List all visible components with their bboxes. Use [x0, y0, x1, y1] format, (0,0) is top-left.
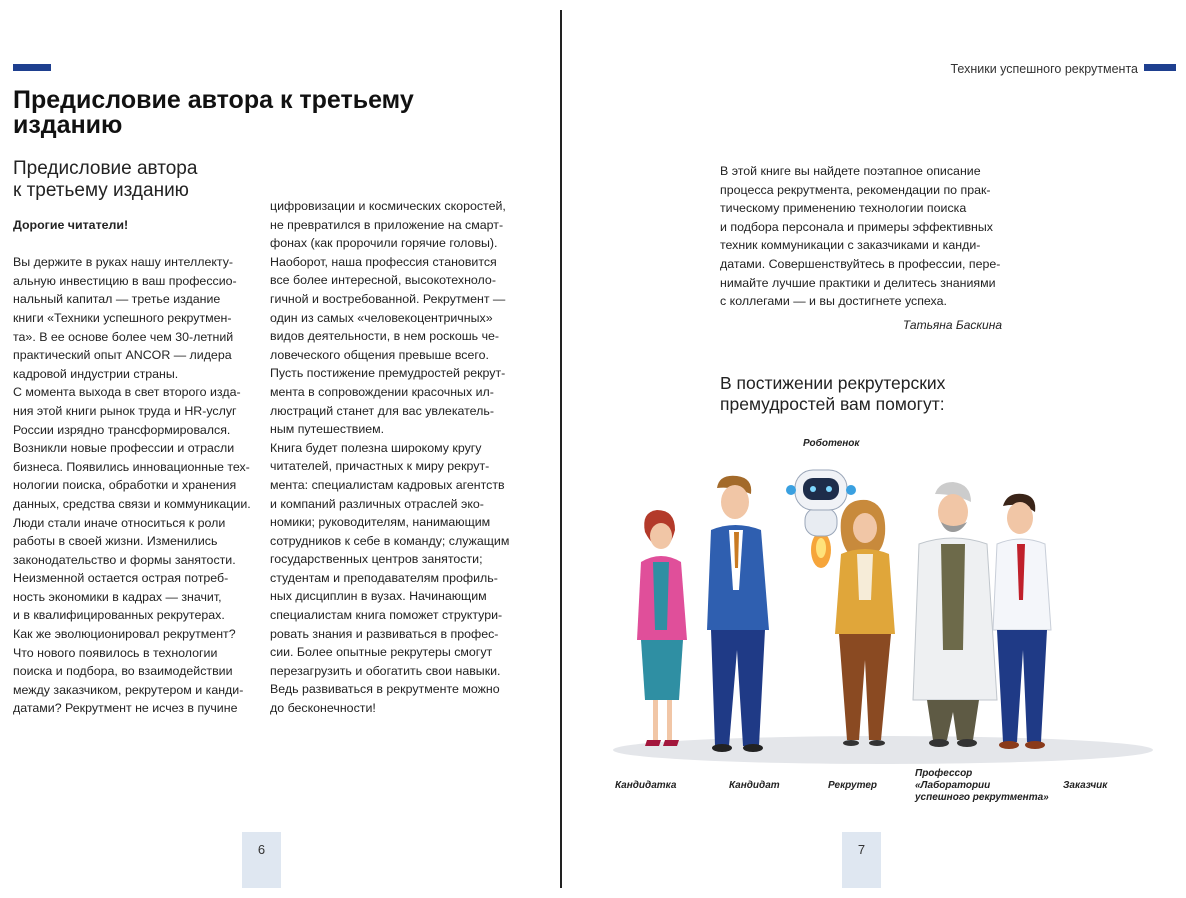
- text-line: Люди стали иначе относиться к роли: [13, 515, 226, 530]
- text-line: видов деятельности, в нем роскошь че-: [270, 329, 500, 344]
- text-line: и компаний различных отраслей эко-: [270, 496, 484, 511]
- accent-bar-right: [1144, 64, 1176, 71]
- text-line: процесса рекрутмента, рекомендации по прак-: [720, 182, 991, 197]
- column-2: [270, 197, 510, 718]
- helpers-heading-line-2: премудростей вам помогут:: [720, 394, 945, 414]
- text-line: студентам и преподавателям профиль-: [270, 570, 498, 585]
- text-line: альную инвестицию в ваш профессио-: [13, 273, 237, 288]
- text-line: законодательство и формы занятости.: [13, 552, 236, 567]
- subtitle-line-2: к третьему изданию: [13, 180, 189, 201]
- text-line: перезагрузить и обогатить свои навыки.: [270, 663, 501, 678]
- character-candidate-female: [637, 510, 687, 746]
- text-line: датами. Совершенствуйтесь в профессии, пере-: [720, 256, 1001, 271]
- text-line: практический опыт ANCOR — лидера: [13, 348, 232, 363]
- text-line: сии. Более опытные рекрутеры смогут: [270, 645, 493, 660]
- text-line: мента: специалистам кадровых агентств: [270, 477, 505, 492]
- page-number-left: 6: [242, 832, 281, 888]
- text-line: ным путешествием.: [270, 422, 385, 437]
- text-line: и в квалифицированных рекрутерах.: [13, 608, 225, 623]
- author-signature: Татьяна Баскина: [902, 318, 1002, 332]
- text-line: работы в своей жизни. Изменились: [13, 534, 218, 549]
- text-line: мента в сопровождении красочных ил-: [270, 384, 494, 399]
- text-line: все более интересной, высокотехноло-: [270, 273, 496, 288]
- text-line: нимайте лучшие практики и делитесь знаниями: [720, 275, 996, 290]
- text-line: государственных центров занятости;: [270, 552, 483, 567]
- text-line: Наоборот, наша профессия становится: [270, 254, 497, 269]
- text-line: и подбора персонала и примеры эффективных: [720, 219, 993, 234]
- main-title: Предисловие автора к третьему изданию: [13, 86, 414, 139]
- text-line: бизнеса. Появились инновационные тех-: [13, 459, 250, 474]
- left-page: [0, 0, 560, 898]
- caption-client: Заказчик: [1063, 780, 1108, 791]
- text-line: ровать знания и развиваться в профес-: [270, 626, 499, 641]
- text-line: люстраций станет для вас увлекатель-: [270, 403, 494, 418]
- caption-candidate-male: Кандидат: [729, 780, 780, 791]
- text-line: цифровизации и космических скоростей,: [270, 199, 506, 213]
- subtitle: [13, 158, 313, 202]
- caption-professor-line-1: Профессор: [915, 768, 973, 779]
- caption-professor-line-2: «Лаборатории: [915, 780, 991, 791]
- text-line: ловеческого общения превыше всего.: [270, 347, 489, 362]
- accent-bar-left: [13, 64, 51, 71]
- character-candidate-male: [707, 476, 769, 752]
- text-line: кадровой индустрии страны.: [13, 366, 179, 381]
- text-line: Вы держите в руках нашу интеллекту-: [13, 255, 234, 270]
- caption-robot: Роботенок: [803, 438, 860, 449]
- text-line: В этой книге вы найдете поэтапное описание: [720, 164, 981, 178]
- text-line: ность экономики в кадрах — значит,: [13, 589, 222, 604]
- page-number-right: 7: [842, 832, 881, 888]
- text-line: один из самых «человекоцентричных»: [270, 310, 493, 325]
- text-line: книги «Техники успешного рекрутмен-: [13, 310, 232, 325]
- running-head: Техники успешного рекрутмента: [950, 62, 1138, 76]
- text-line: ния этой книги рынок труда и HR-услуг: [13, 403, 237, 418]
- text-line: ных дисциплин в вузах. Начинающим: [270, 589, 487, 604]
- text-line: специалистам книга поможет структури-: [270, 608, 503, 623]
- text-line: тическому применению технологии поиска: [720, 201, 967, 216]
- text-line: С момента выхода в свет второго изда-: [13, 385, 241, 400]
- text-line: Возникли новые профессии и отрасли: [13, 441, 235, 456]
- caption-professor-line-3: успешного рекрутмента»: [915, 792, 1049, 803]
- character-client: [993, 494, 1051, 749]
- text-line: Пусть постижение премудростей рекрут-: [270, 366, 506, 381]
- intro-paragraph: [720, 162, 1002, 311]
- character-recruiter: [835, 500, 895, 746]
- text-line: датами? Рекрутмент не исчез в пучине: [13, 701, 238, 716]
- text-line: нальный капитал — третье издание: [13, 292, 221, 307]
- text-line: до бесконечности!: [270, 701, 376, 716]
- text-line: поиска и подбора, во взаимодействии: [13, 664, 233, 679]
- text-line: та». В ее основе более чем 30-летний: [13, 329, 234, 344]
- text-line: Как же эволюционировал рекрутмент?: [13, 627, 236, 642]
- right-page: [563, 0, 1186, 898]
- text-line: между заказчиком, рекрутером и канди-: [13, 682, 244, 697]
- text-line: нологии поиска, обработки и хранения: [13, 478, 237, 493]
- character-professor: [913, 482, 997, 747]
- characters-illustration: [583, 450, 1163, 780]
- text-line: сотрудников к себе в команду; служащим: [270, 533, 510, 548]
- text-line: Что нового появилось в технологии: [13, 645, 218, 660]
- text-line: Неизменной остается острая потреб-: [13, 571, 229, 586]
- text-line: Книга будет полезна широкому кругу: [270, 440, 482, 455]
- text-line: номики; руководителям, нанимающим: [270, 515, 491, 530]
- book-spine: [560, 10, 562, 888]
- text-line: России изрядно трансформировался.: [13, 422, 231, 437]
- text-line: гичной и востребованной. Рекрутмент —: [270, 291, 506, 306]
- text-line: техник коммуникации с заказчиками и канди-: [720, 238, 981, 253]
- helpers-heading: [720, 373, 1040, 415]
- subtitle-line-1: Предисловие автора: [13, 158, 198, 179]
- greeting: Дорогие читатели!: [13, 218, 129, 232]
- column-1: [13, 216, 253, 718]
- caption-candidate-female: Кандидатка: [615, 780, 677, 791]
- column-1-lines: [13, 253, 253, 718]
- ground-shadow: [613, 736, 1153, 764]
- caption-recruiter: Рекрутер: [828, 780, 878, 791]
- text-line: фонах (как пророчили горячие головы).: [270, 236, 498, 251]
- text-line: с коллегами — и вы достигнете успеха.: [720, 294, 947, 309]
- text-line: Ведь развиваться в рекрутменте можно: [270, 682, 500, 697]
- helpers-heading-line-1: В постижении рекрутерских: [720, 373, 946, 393]
- text-line: данных, средства связи и коммуникации.: [13, 496, 251, 511]
- text-line: не превратился в приложение на смарт-: [270, 217, 504, 232]
- caption-professor: [915, 768, 1049, 804]
- text-line: читателей, причастных к миру рекрут-: [270, 459, 490, 474]
